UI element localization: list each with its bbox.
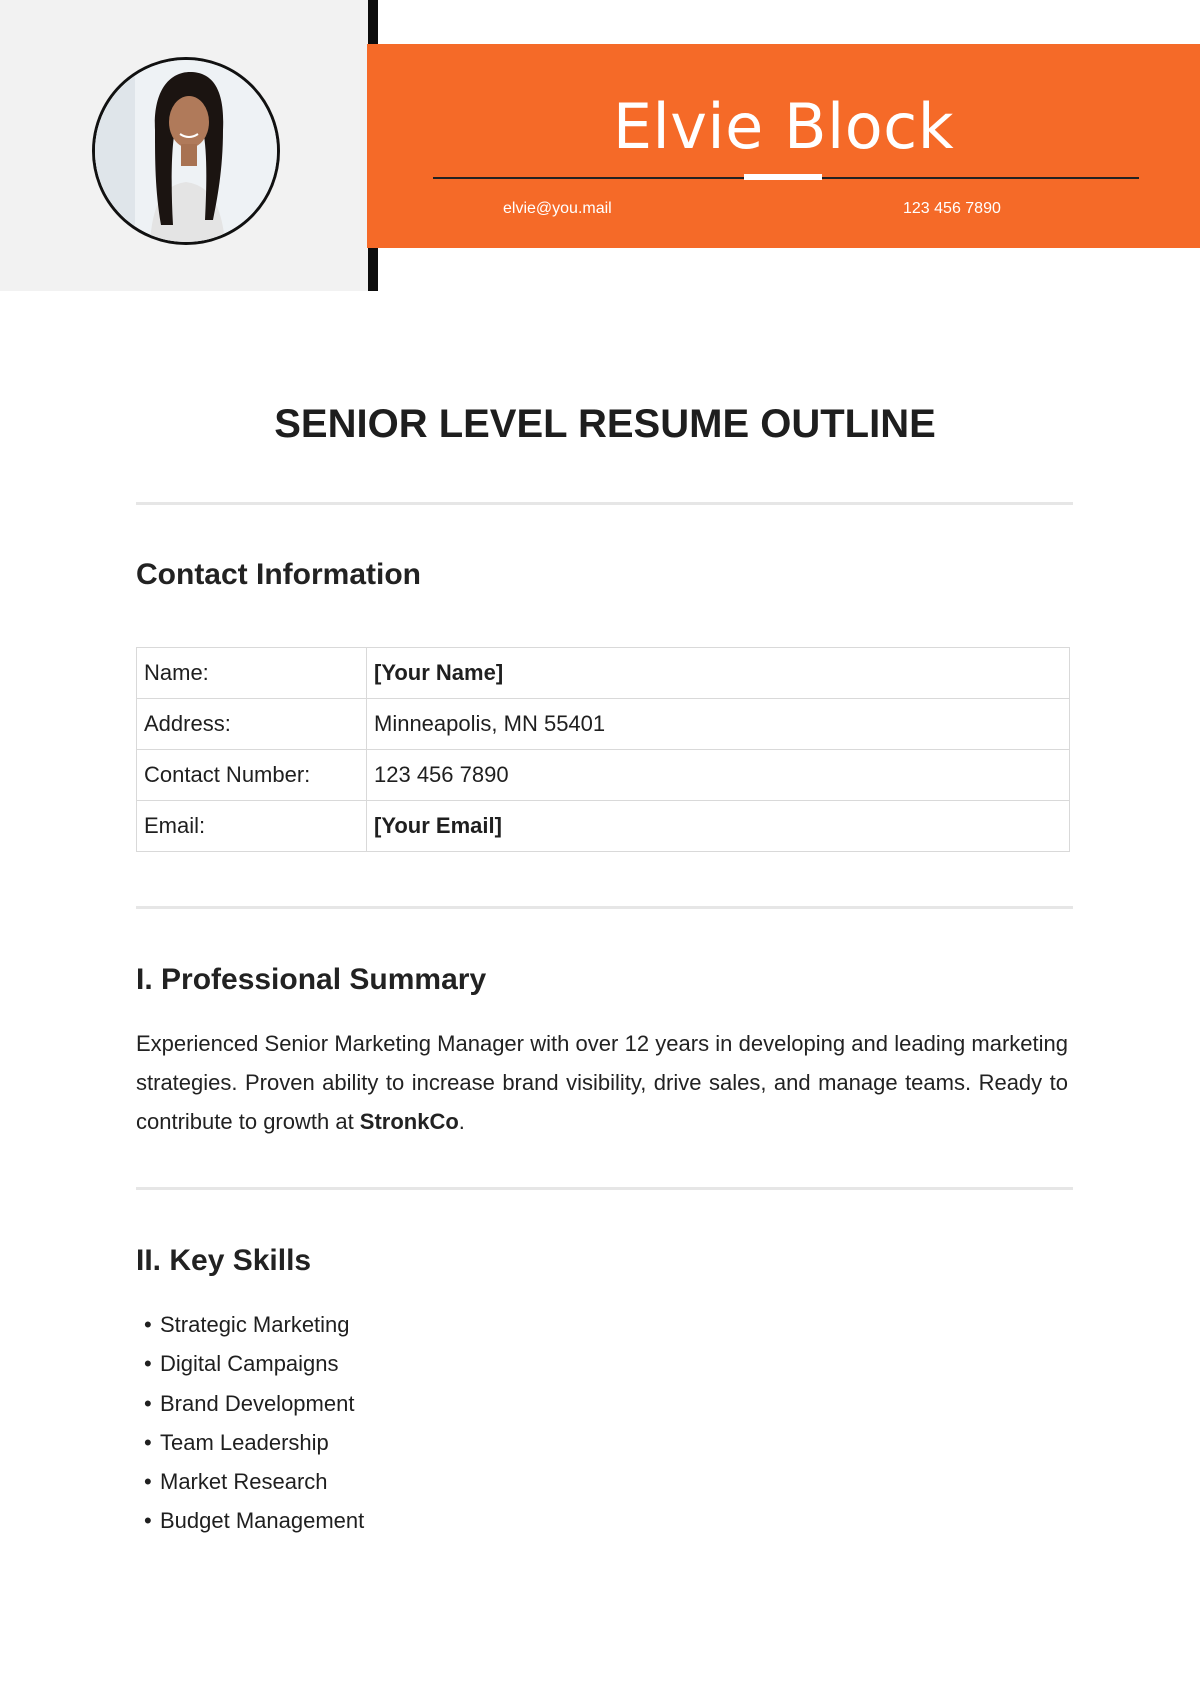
- summary-heading: I. Professional Summary: [136, 963, 487, 996]
- summary-paragraph: [136, 1024, 1068, 1141]
- contact-value: Minneapolis, MN 55401: [367, 699, 1070, 750]
- contact-label: Email:: [137, 801, 367, 852]
- header-name: Elvie Block: [612, 90, 955, 163]
- list-item: [136, 1305, 364, 1344]
- skill-label: Strategic Marketing: [160, 1312, 350, 1337]
- list-item: [136, 1423, 364, 1462]
- skill-label: Team Leadership: [160, 1429, 329, 1455]
- list-item: [136, 1344, 364, 1383]
- summary-text: Experienced Senior Marketing Manager with over 12 years in developing and leading marketing strategies. Proven ability to increase brand visibility, drive sales, and manage teams. Ready to contribute to growth at: [136, 1031, 1068, 1134]
- document-title: SENIOR LEVEL RESUME OUTLINE: [274, 402, 936, 446]
- list-item: [136, 1384, 364, 1423]
- contact-label: Contact Number:: [137, 750, 367, 801]
- contact-heading: Contact Information: [136, 558, 421, 591]
- contact-value: 123 456 7890: [367, 750, 1070, 801]
- bullet-icon: •: [144, 1469, 152, 1495]
- header-divider-accent: [744, 174, 822, 180]
- avatar: [92, 57, 280, 245]
- skills-heading: II. Key Skills: [136, 1244, 312, 1277]
- contact-value: [Your Name]: [367, 648, 1070, 699]
- company-name: StronkCo: [359, 1109, 459, 1134]
- header-band: [367, 44, 1200, 248]
- list-item: [136, 1462, 364, 1501]
- divider: [136, 502, 1073, 505]
- table-row: [137, 801, 1070, 852]
- divider: [136, 906, 1073, 909]
- table-row: [137, 699, 1070, 750]
- summary-text-end: .: [458, 1109, 465, 1134]
- table-row: [137, 750, 1070, 801]
- skill-label: Market Research: [160, 1469, 328, 1495]
- bullet-icon: •: [144, 1508, 152, 1534]
- bullet-icon: •: [144, 1351, 152, 1377]
- skill-label: Digital Campaigns: [160, 1351, 339, 1377]
- divider: [136, 1187, 1073, 1190]
- bullet-icon: •: [144, 1312, 152, 1337]
- skills-list: [136, 1305, 364, 1541]
- skill-label: Brand Development: [160, 1390, 355, 1416]
- header-email[interactable]: elvie@you.mail: [503, 200, 612, 217]
- bullet-icon: •: [144, 1390, 152, 1416]
- list-item: [136, 1501, 364, 1540]
- contact-table: [136, 647, 1070, 852]
- skill-label: Budget Management: [160, 1508, 365, 1534]
- table-row: [137, 648, 1070, 699]
- header-phone: 123 456 7890: [903, 200, 1001, 217]
- bullet-icon: •: [144, 1429, 152, 1455]
- contact-label: Name:: [137, 648, 367, 699]
- contact-label: Address:: [137, 699, 367, 750]
- contact-value: [Your Email]: [367, 801, 1070, 852]
